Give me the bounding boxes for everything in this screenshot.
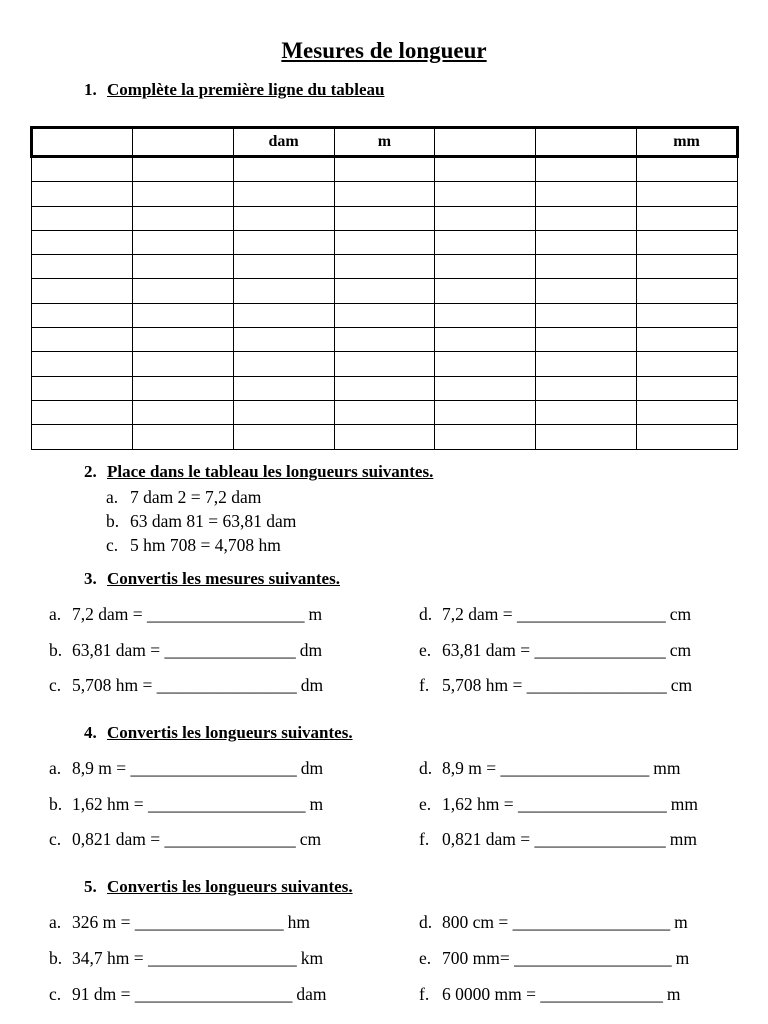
table-cell[interactable] xyxy=(435,376,536,400)
table-row xyxy=(32,255,738,279)
header-cell[interactable]: mm xyxy=(637,128,738,157)
table-cell[interactable] xyxy=(637,352,738,376)
table-cell[interactable] xyxy=(132,400,233,424)
exercise-item xyxy=(49,675,323,696)
exercise-item xyxy=(49,640,322,661)
unit-label: mm xyxy=(653,758,681,778)
answer-blank[interactable]: _______________ xyxy=(164,640,296,660)
unit-label: m xyxy=(666,984,681,1004)
answer-blank[interactable]: ______________ xyxy=(540,984,663,1004)
header-cell[interactable] xyxy=(435,128,536,157)
unit-label: mm xyxy=(669,829,697,849)
exercise-item xyxy=(49,604,322,625)
table-cell[interactable] xyxy=(334,376,435,400)
exercise-expression: 91 dm = xyxy=(72,984,135,1004)
table-cell[interactable] xyxy=(334,230,435,254)
header-cell[interactable]: dam xyxy=(233,128,334,157)
table-cell[interactable] xyxy=(233,425,334,449)
table-cell[interactable] xyxy=(435,352,536,376)
exercise-expression: 7,2 dam = xyxy=(72,604,147,624)
exercise-letter: f. xyxy=(419,675,430,695)
table-cell[interactable] xyxy=(536,352,637,376)
header-cell[interactable] xyxy=(132,128,233,157)
exercise-letter: d. xyxy=(419,912,433,932)
table-cell[interactable] xyxy=(233,182,334,206)
table-row xyxy=(32,279,738,303)
exercise-item xyxy=(419,912,688,933)
table-cell[interactable] xyxy=(637,182,738,206)
question-2-list xyxy=(106,485,296,557)
question-text: Convertis les longueurs suivantes. xyxy=(107,723,353,742)
unit-label: hm xyxy=(287,912,310,932)
exercise-item xyxy=(419,794,698,815)
table-cell[interactable] xyxy=(637,425,738,449)
table-header-row xyxy=(32,128,738,157)
table-cell[interactable] xyxy=(233,255,334,279)
table-cell[interactable] xyxy=(32,352,133,376)
unit-label: cm xyxy=(669,640,692,660)
question-number: 4. xyxy=(84,723,97,742)
table-cell[interactable] xyxy=(637,157,738,182)
table-cell[interactable] xyxy=(637,255,738,279)
question-4-heading xyxy=(84,723,353,743)
table-cell[interactable] xyxy=(334,303,435,327)
exercise-letter: a. xyxy=(49,604,62,624)
exercise-letter: e. xyxy=(419,948,432,968)
table-cell[interactable] xyxy=(637,230,738,254)
table-cell[interactable] xyxy=(536,279,637,303)
header-cell[interactable]: m xyxy=(334,128,435,157)
table-cell[interactable] xyxy=(32,279,133,303)
exercise-item xyxy=(419,984,680,1005)
header-cell[interactable] xyxy=(32,128,133,157)
question-text: Convertis les longueurs suivantes. xyxy=(107,877,353,896)
table-cell[interactable] xyxy=(334,182,435,206)
table-cell[interactable] xyxy=(32,303,133,327)
exercise-letter: d. xyxy=(419,758,433,778)
table-row xyxy=(32,425,738,449)
table-cell[interactable] xyxy=(32,255,133,279)
unit-label: m xyxy=(308,604,323,624)
table-cell[interactable] xyxy=(637,206,738,230)
table-cell[interactable] xyxy=(334,328,435,352)
unit-label: dm xyxy=(300,758,324,778)
table-cell[interactable] xyxy=(32,400,133,424)
unit-label: m xyxy=(309,794,324,814)
table-cell[interactable] xyxy=(233,230,334,254)
question-text: Place dans le tableau les longueurs suivantes. xyxy=(107,462,434,481)
list-item xyxy=(106,533,296,557)
table-cell[interactable] xyxy=(334,352,435,376)
exercise-expression: 8,9 m = xyxy=(72,758,131,778)
exercise-item xyxy=(419,758,680,779)
table-cell[interactable] xyxy=(132,425,233,449)
exercise-item xyxy=(49,794,323,815)
question-3-heading xyxy=(84,569,340,589)
table-cell[interactable] xyxy=(233,157,334,182)
answer-blank[interactable]: __________________ xyxy=(134,984,293,1004)
table-cell[interactable] xyxy=(637,303,738,327)
table-cell[interactable] xyxy=(334,400,435,424)
table-cell[interactable] xyxy=(536,303,637,327)
table-cell[interactable] xyxy=(32,328,133,352)
table-cell[interactable] xyxy=(233,376,334,400)
table-cell[interactable] xyxy=(32,157,133,182)
table-cell[interactable] xyxy=(233,400,334,424)
exercise-expression: 800 cm = xyxy=(442,912,513,932)
table-cell[interactable] xyxy=(435,182,536,206)
question-text: Complète la première ligne du tableau xyxy=(107,80,385,99)
table-cell[interactable] xyxy=(536,328,637,352)
table-cell[interactable] xyxy=(132,182,233,206)
exercise-letter: b. xyxy=(49,948,63,968)
table-cell[interactable] xyxy=(233,303,334,327)
item-letter: a. xyxy=(106,487,119,507)
unit-label: dm xyxy=(300,675,324,695)
exercise-letter: f. xyxy=(419,984,430,1004)
exercise-expression: 8,9 m = xyxy=(442,758,501,778)
question-number: 2. xyxy=(84,462,97,481)
page-title: Mesures de longueur xyxy=(281,38,487,63)
header-cell[interactable] xyxy=(536,128,637,157)
answer-blank[interactable]: _________________ xyxy=(147,948,297,968)
table-cell[interactable] xyxy=(536,230,637,254)
exercise-item xyxy=(49,758,323,779)
exercise-letter: e. xyxy=(419,794,432,814)
exercise-expression: 5,708 hm = xyxy=(72,675,157,695)
table-cell[interactable] xyxy=(536,182,637,206)
table-cell[interactable] xyxy=(132,230,233,254)
exercise-letter: f. xyxy=(419,829,430,849)
table-cell[interactable] xyxy=(334,206,435,230)
exercise-item xyxy=(419,829,697,850)
unit-label: cm xyxy=(299,829,322,849)
answer-blank[interactable]: _______________ xyxy=(534,829,666,849)
table-cell[interactable] xyxy=(435,279,536,303)
item-text: 63 dam 81 = 63,81 dam xyxy=(130,511,297,531)
question-1-heading xyxy=(84,80,385,100)
exercise-letter: d. xyxy=(419,604,433,624)
answer-blank[interactable]: _______________ xyxy=(534,640,666,660)
unit-label: m xyxy=(675,948,690,968)
answer-blank[interactable]: __________________ xyxy=(512,912,671,932)
table-cell[interactable] xyxy=(435,303,536,327)
question-number: 5. xyxy=(84,877,97,896)
table-cell[interactable] xyxy=(132,255,233,279)
exercise-item xyxy=(49,984,327,1005)
table-cell[interactable] xyxy=(435,255,536,279)
table-cell[interactable] xyxy=(536,425,637,449)
question-number: 3. xyxy=(84,569,97,588)
table-cell[interactable] xyxy=(132,352,233,376)
unit-label: km xyxy=(300,948,324,968)
table-row xyxy=(32,182,738,206)
table-cell[interactable] xyxy=(32,206,133,230)
exercise-item xyxy=(419,604,691,625)
table-cell[interactable] xyxy=(435,425,536,449)
exercise-item xyxy=(49,948,323,969)
exercise-letter: c. xyxy=(49,829,62,849)
unit-label: dm xyxy=(299,640,323,660)
table-cell[interactable] xyxy=(334,279,435,303)
table-cell[interactable] xyxy=(32,425,133,449)
table-cell[interactable] xyxy=(334,255,435,279)
exercise-expression: 0,821 dam = xyxy=(442,829,535,849)
table-row xyxy=(32,303,738,327)
list-item xyxy=(106,509,296,533)
table-cell[interactable] xyxy=(637,279,738,303)
exercise-letter: b. xyxy=(49,640,63,660)
table-row xyxy=(32,400,738,424)
exercise-expression: 5,708 hm = xyxy=(442,675,527,695)
table-cell[interactable] xyxy=(536,376,637,400)
exercise-letter: c. xyxy=(49,984,62,1004)
answer-blank[interactable]: ________________ xyxy=(156,675,297,695)
table-row xyxy=(32,157,738,182)
question-number: 1. xyxy=(84,80,97,99)
table-cell[interactable] xyxy=(435,206,536,230)
table-cell[interactable] xyxy=(334,157,435,182)
question-5-heading xyxy=(84,877,353,897)
unit-label: cm xyxy=(670,675,693,695)
table-cell[interactable] xyxy=(32,230,133,254)
answer-blank[interactable]: _______________ xyxy=(164,829,296,849)
question-2-heading xyxy=(84,462,433,482)
item-text: 5 hm 708 = 4,708 hm xyxy=(130,535,281,555)
table-cell[interactable] xyxy=(132,303,233,327)
table-cell[interactable] xyxy=(536,255,637,279)
answer-blank[interactable]: __________________ xyxy=(147,794,306,814)
units-table xyxy=(30,126,739,450)
table-cell[interactable] xyxy=(637,400,738,424)
table-cell[interactable] xyxy=(435,230,536,254)
table-cell[interactable] xyxy=(132,157,233,182)
table-cell[interactable] xyxy=(233,352,334,376)
answer-blank[interactable]: _________________ xyxy=(500,758,650,778)
item-letter: c. xyxy=(106,535,119,555)
answer-blank[interactable]: ___________________ xyxy=(130,758,297,778)
answer-blank[interactable]: __________________ xyxy=(514,948,672,968)
answer-blank[interactable]: __________________ xyxy=(147,604,305,624)
table-cell[interactable] xyxy=(637,376,738,400)
exercise-expression: 34,7 hm = xyxy=(72,948,148,968)
exercise-item xyxy=(419,675,692,696)
exercise-letter: a. xyxy=(49,912,62,932)
item-letter: b. xyxy=(106,511,120,531)
exercise-letter: a. xyxy=(49,758,62,778)
answer-blank[interactable]: _________________ xyxy=(517,794,667,814)
table-cell[interactable] xyxy=(637,328,738,352)
table-cell[interactable] xyxy=(536,400,637,424)
table-row xyxy=(32,328,738,352)
table-row xyxy=(32,206,738,230)
exercise-expression: 6 0000 mm = xyxy=(442,984,541,1004)
answer-blank[interactable]: ________________ xyxy=(526,675,667,695)
item-text: 7 dam 2 = 7,2 dam xyxy=(130,487,262,507)
exercise-expression: 1,62 hm = xyxy=(72,794,148,814)
unit-label: m xyxy=(674,912,688,932)
table-cell[interactable] xyxy=(233,279,334,303)
exercise-expression: 326 m = xyxy=(72,912,135,932)
exercise-expression: 700 mm= xyxy=(442,948,515,968)
table-cell[interactable] xyxy=(132,328,233,352)
table-row xyxy=(32,376,738,400)
table-cell[interactable] xyxy=(435,328,536,352)
table-cell[interactable] xyxy=(334,425,435,449)
table-cell[interactable] xyxy=(32,376,133,400)
question-text: Convertis les mesures suivantes. xyxy=(107,569,340,588)
exercise-expression: 63,81 dam = xyxy=(442,640,535,660)
table-row xyxy=(32,230,738,254)
table-cell[interactable] xyxy=(32,182,133,206)
table-row xyxy=(32,352,738,376)
table-cell[interactable] xyxy=(536,206,637,230)
exercise-letter: b. xyxy=(49,794,63,814)
table-cell[interactable] xyxy=(435,400,536,424)
exercise-item xyxy=(49,912,310,933)
exercise-letter: e. xyxy=(419,640,432,660)
exercise-expression: 1,62 hm = xyxy=(442,794,518,814)
table-cell[interactable] xyxy=(132,279,233,303)
table-cell[interactable] xyxy=(536,157,637,182)
exercise-expression: 7,2 dam = xyxy=(442,604,517,624)
table-cell[interactable] xyxy=(132,376,233,400)
exercise-expression: 63,81 dam = xyxy=(72,640,165,660)
exercise-item xyxy=(49,829,321,850)
exercise-item xyxy=(419,640,691,661)
exercise-letter: c. xyxy=(49,675,62,695)
exercise-item xyxy=(419,948,689,969)
table-cell[interactable] xyxy=(132,206,233,230)
exercise-expression: 0,821 dam = xyxy=(72,829,165,849)
table-cell[interactable] xyxy=(233,328,334,352)
table-cell[interactable] xyxy=(233,206,334,230)
unit-label: dam xyxy=(296,984,327,1004)
unit-label: mm xyxy=(670,794,698,814)
unit-label: cm xyxy=(669,604,692,624)
table-cell[interactable] xyxy=(435,157,536,182)
answer-blank[interactable]: _________________ xyxy=(517,604,666,624)
list-item xyxy=(106,485,296,509)
answer-blank[interactable]: _________________ xyxy=(134,912,284,932)
